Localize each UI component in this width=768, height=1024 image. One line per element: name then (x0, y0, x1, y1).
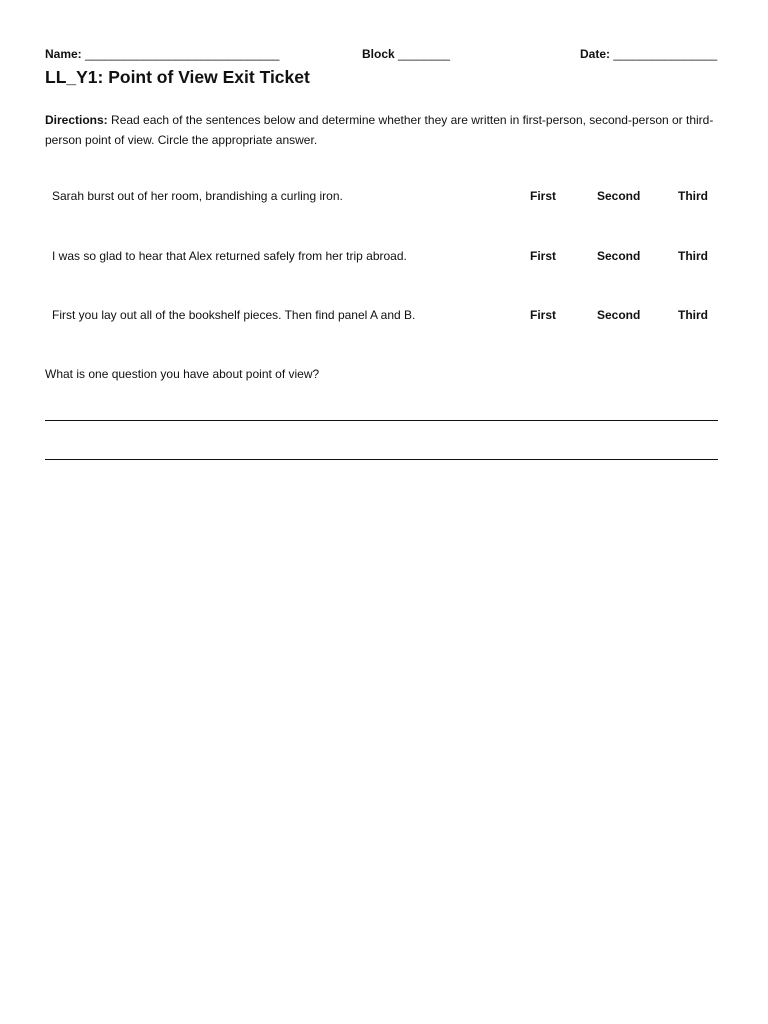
question-sentence: I was so glad to hear that Alex returned safely from her trip abroad. (52, 249, 407, 263)
answer-line[interactable] (45, 459, 718, 460)
block-field[interactable] (362, 47, 450, 61)
name-label: Name: (45, 47, 82, 61)
option-first[interactable]: First (530, 189, 557, 203)
question-sentence: Sarah burst out of her room, brandishing a curling iron. (52, 189, 343, 203)
option-third[interactable]: Third (678, 308, 708, 322)
date-label: Date: (580, 47, 611, 61)
open-question-prompt: What is one question you have about point of view? (45, 367, 320, 381)
option-second[interactable]: Second (597, 189, 641, 203)
page-title: LL_Y1: Point of View Exit Ticket (45, 67, 310, 87)
name-blank[interactable]: ______________________________ (85, 47, 280, 61)
question-row (52, 308, 722, 326)
question-row (52, 249, 722, 267)
date-blank[interactable]: ________________ (613, 47, 717, 61)
block-blank[interactable]: ________ (398, 47, 450, 61)
option-first[interactable]: First (530, 308, 557, 322)
answer-line[interactable] (45, 420, 718, 421)
option-second[interactable]: Second (597, 249, 641, 263)
directions-label: Directions: (45, 113, 108, 127)
name-field[interactable] (45, 47, 279, 61)
question-row (52, 189, 722, 207)
directions (45, 110, 723, 150)
question-sentence: First you lay out all of the bookshelf pieces. Then find panel A and B. (52, 308, 416, 322)
option-first[interactable]: First (530, 249, 557, 263)
directions-text: Read each of the sentences below and determine whether they are written in first-person, second-person or third-person point of view. Circle the appropriate answer. (45, 113, 714, 147)
option-third[interactable]: Third (678, 189, 708, 203)
block-label: Block (362, 47, 395, 61)
date-field[interactable] (580, 47, 717, 61)
option-second[interactable]: Second (597, 308, 641, 322)
option-third[interactable]: Third (678, 249, 708, 263)
